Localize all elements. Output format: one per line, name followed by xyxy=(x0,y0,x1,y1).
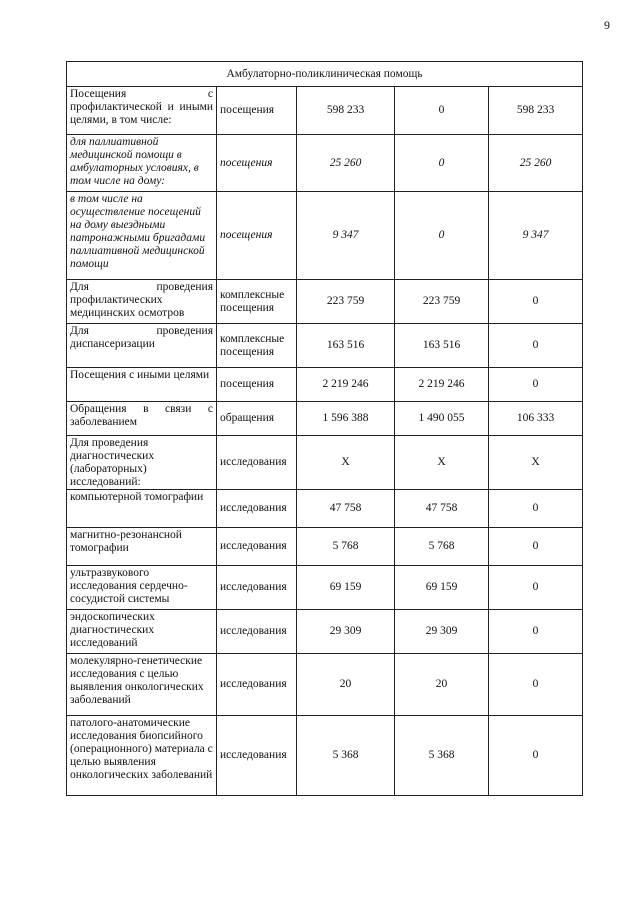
table-row xyxy=(67,716,583,796)
row-total-cell: 163 516 xyxy=(297,324,395,368)
row-col2-cell: 5 768 xyxy=(395,528,489,566)
row-col3-cell: Х xyxy=(489,436,583,490)
table-row xyxy=(67,280,583,324)
row-col3-cell: 0 xyxy=(489,368,583,402)
row-total-cell: 69 159 xyxy=(297,566,395,610)
table-row xyxy=(67,566,583,610)
row-unit-cell: посещения xyxy=(217,135,297,192)
row-col2-cell: Х xyxy=(395,436,489,490)
row-col2-cell: 0 xyxy=(395,192,489,280)
row-col3-cell: 0 xyxy=(489,716,583,796)
row-name-cell: магнитно-резонансной томографии xyxy=(67,528,217,566)
row-col2-cell: 29 309 xyxy=(395,610,489,654)
row-unit-cell: исследования xyxy=(217,654,297,716)
row-name-cell: Для проведения профилактических медицинских осмотров xyxy=(67,280,217,324)
row-total-cell: 1 596 388 xyxy=(297,402,395,436)
row-col2-cell: 20 xyxy=(395,654,489,716)
row-col2-cell: 5 368 xyxy=(395,716,489,796)
row-name-cell: Для проведения диспансеризации xyxy=(67,324,217,368)
row-col3-cell: 0 xyxy=(489,280,583,324)
row-unit-cell: исследования xyxy=(217,716,297,796)
row-total-cell: 20 xyxy=(297,654,395,716)
row-name-cell: эндоскопических диагностических исследований xyxy=(67,610,217,654)
row-unit-cell: посещения xyxy=(217,87,297,135)
row-name-cell: Посещения с профилактической и иными целями, в том числе: xyxy=(67,87,217,135)
section-header-row xyxy=(67,62,583,87)
row-total-cell: 9 347 xyxy=(297,192,395,280)
table-row xyxy=(67,402,583,436)
row-name-cell: патолого-анатомические исследования биопсийного (операционного) материала с целью выявления онкологических заболеваний xyxy=(67,716,217,796)
row-total-cell: 25 260 xyxy=(297,135,395,192)
table-row xyxy=(67,135,583,192)
row-col2-cell: 1 490 055 xyxy=(395,402,489,436)
row-col3-cell: 25 260 xyxy=(489,135,583,192)
row-col3-cell: 0 xyxy=(489,566,583,610)
page-number: 9 xyxy=(604,18,610,32)
data-table-container xyxy=(66,61,583,796)
table-row xyxy=(67,490,583,528)
row-col3-cell: 0 xyxy=(489,324,583,368)
row-unit-cell: исследования xyxy=(217,610,297,654)
row-unit-cell: посещения xyxy=(217,192,297,280)
row-col3-cell: 106 333 xyxy=(489,402,583,436)
row-col2-cell: 163 516 xyxy=(395,324,489,368)
row-total-cell: 2 219 246 xyxy=(297,368,395,402)
row-total-cell: 598 233 xyxy=(297,87,395,135)
row-unit-cell: комплексные посещения xyxy=(217,324,297,368)
data-table xyxy=(66,61,583,796)
section-header: Амбулаторно-поликлиническая помощь xyxy=(67,62,583,87)
row-total-cell: 223 759 xyxy=(297,280,395,324)
table-row xyxy=(67,324,583,368)
row-name-cell: молекулярно-генетические исследования с целью выявления онкологических заболеваний xyxy=(67,654,217,716)
row-col2-cell: 69 159 xyxy=(395,566,489,610)
row-total-cell: 47 758 xyxy=(297,490,395,528)
row-col3-cell: 0 xyxy=(489,654,583,716)
table-row xyxy=(67,87,583,135)
row-total-cell: 29 309 xyxy=(297,610,395,654)
row-unit-cell: исследования xyxy=(217,528,297,566)
row-unit-cell: исследования xyxy=(217,436,297,490)
row-col3-cell: 0 xyxy=(489,490,583,528)
row-col3-cell: 0 xyxy=(489,528,583,566)
table-row xyxy=(67,610,583,654)
row-unit-cell: обращения xyxy=(217,402,297,436)
row-name-cell: ультразвукового исследования сердечно-сосудистой системы xyxy=(67,566,217,610)
row-total-cell: Х xyxy=(297,436,395,490)
row-unit-cell: исследования xyxy=(217,490,297,528)
row-col2-cell: 0 xyxy=(395,135,489,192)
row-name-cell: Обращения в связи с заболеванием xyxy=(67,402,217,436)
table-row xyxy=(67,528,583,566)
row-col3-cell: 598 233 xyxy=(489,87,583,135)
row-total-cell: 5 368 xyxy=(297,716,395,796)
row-col3-cell: 9 347 xyxy=(489,192,583,280)
row-unit-cell: комплексные посещения xyxy=(217,280,297,324)
row-col3-cell: 0 xyxy=(489,610,583,654)
row-total-cell: 5 768 xyxy=(297,528,395,566)
row-name-cell: для паллиативной медицинской помощи в амбулаторных условиях, в том числе на дому: xyxy=(67,135,217,192)
table-row xyxy=(67,192,583,280)
row-col2-cell: 47 758 xyxy=(395,490,489,528)
row-name-cell: в том числе на осуществление посещений на дому выездными патронажными бригадами паллиативной медицинской помощи xyxy=(67,192,217,280)
row-col2-cell: 223 759 xyxy=(395,280,489,324)
table-row xyxy=(67,368,583,402)
row-name-cell: компьютерной томографии xyxy=(67,490,217,528)
table-row xyxy=(67,436,583,490)
row-col2-cell: 0 xyxy=(395,87,489,135)
row-name-cell: Для проведения диагностических (лабораторных) исследований: xyxy=(67,436,217,490)
row-unit-cell: исследования xyxy=(217,566,297,610)
row-name-cell: Посещения с иными целями xyxy=(67,368,217,402)
table-row xyxy=(67,654,583,716)
row-unit-cell: посещения xyxy=(217,368,297,402)
row-col2-cell: 2 219 246 xyxy=(395,368,489,402)
